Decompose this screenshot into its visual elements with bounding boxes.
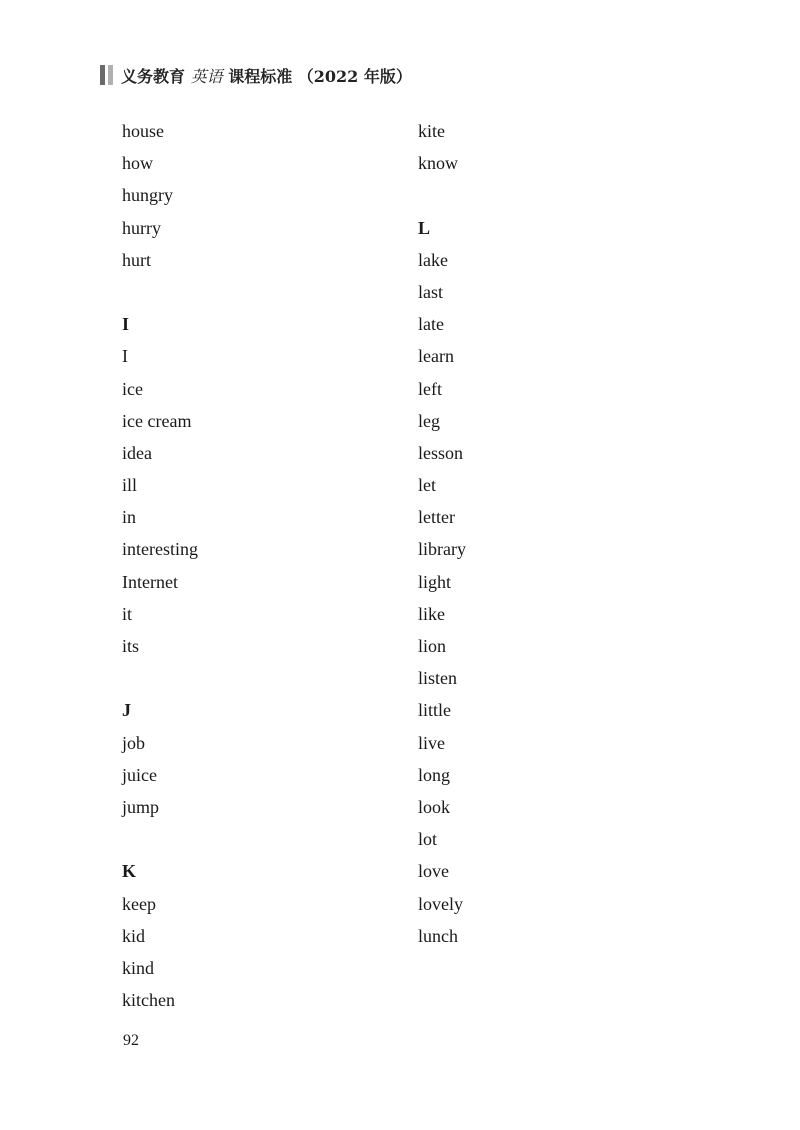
header-part2: 英语: [190, 66, 223, 86]
vocab-word: kind: [122, 957, 155, 978]
header-title: [121, 64, 412, 87]
vocab-word: lake: [418, 249, 448, 270]
vocab-word: kid: [122, 925, 146, 946]
vocab-word: library: [418, 539, 466, 560]
header-marker: [100, 65, 113, 85]
header-marker-bar: [108, 65, 113, 85]
vocab-word: ill: [122, 475, 138, 496]
vocab-word: kitchen: [122, 990, 175, 1011]
vocab-word: juice: [122, 764, 157, 785]
vocab-word: idea: [122, 442, 152, 463]
vocab-word: know: [418, 153, 458, 174]
vocab-word: I: [122, 346, 128, 367]
vocab-word: it: [122, 603, 133, 624]
vocab-word: house: [122, 121, 164, 141]
page-number: 92: [123, 1032, 139, 1049]
vocab-word: lot: [418, 829, 438, 850]
section-letter: K: [122, 861, 137, 882]
vocab-word: last: [418, 281, 443, 302]
vocab-word: hurt: [122, 249, 151, 270]
vocab-word: left: [418, 378, 442, 399]
vocab-word: kite: [418, 121, 445, 141]
vocab-word: live: [418, 732, 445, 753]
vocab-word: little: [418, 700, 451, 721]
vocab-word: hungry: [122, 185, 173, 206]
vocab-word: in: [122, 507, 137, 528]
vocab-word: lunch: [418, 925, 458, 946]
section-letter: I: [122, 314, 130, 335]
word-column-right: [418, 115, 466, 952]
vocab-word: light: [418, 571, 452, 592]
vocab-word: its: [122, 636, 140, 656]
blank-line: [418, 179, 466, 211]
blank-line: [122, 276, 198, 308]
vocab-word: keep: [122, 893, 156, 914]
vocab-word: ice: [122, 378, 143, 399]
vocab-word: interesting: [122, 539, 198, 560]
header-part3: 课程标准: [228, 66, 293, 86]
header-part4: （2022 年版）: [297, 66, 412, 86]
vocab-word: long: [418, 764, 451, 785]
vocab-word: look: [418, 796, 451, 817]
vocab-word: learn: [418, 346, 454, 367]
vocab-word: listen: [418, 668, 457, 689]
vocab-word: jump: [122, 796, 160, 817]
vocab-word: lovely: [418, 893, 463, 914]
section-letter: J: [122, 700, 131, 721]
vocab-word: how: [122, 153, 153, 174]
vocab-word: ice cream: [122, 410, 192, 431]
vocab-word: like: [418, 603, 445, 624]
vocab-word: lion: [418, 636, 447, 656]
blank-line: [122, 662, 198, 694]
vocab-word: let: [418, 475, 436, 496]
vocab-word: late: [418, 314, 444, 335]
header-marker-bar: [100, 65, 105, 85]
vocab-word: hurry: [122, 217, 161, 238]
vocab-word: love: [418, 861, 449, 882]
vocab-word: leg: [418, 410, 440, 431]
section-letter: L: [418, 217, 431, 238]
running-header: [100, 62, 412, 88]
vocab-word: Internet: [122, 571, 178, 592]
blank-line: [122, 823, 198, 855]
vocab-word: letter: [418, 507, 455, 528]
word-column-left: [122, 115, 198, 1016]
header-part1: 义务教育: [121, 66, 186, 86]
vocab-word: lesson: [418, 442, 463, 463]
vocab-word: job: [122, 732, 146, 753]
